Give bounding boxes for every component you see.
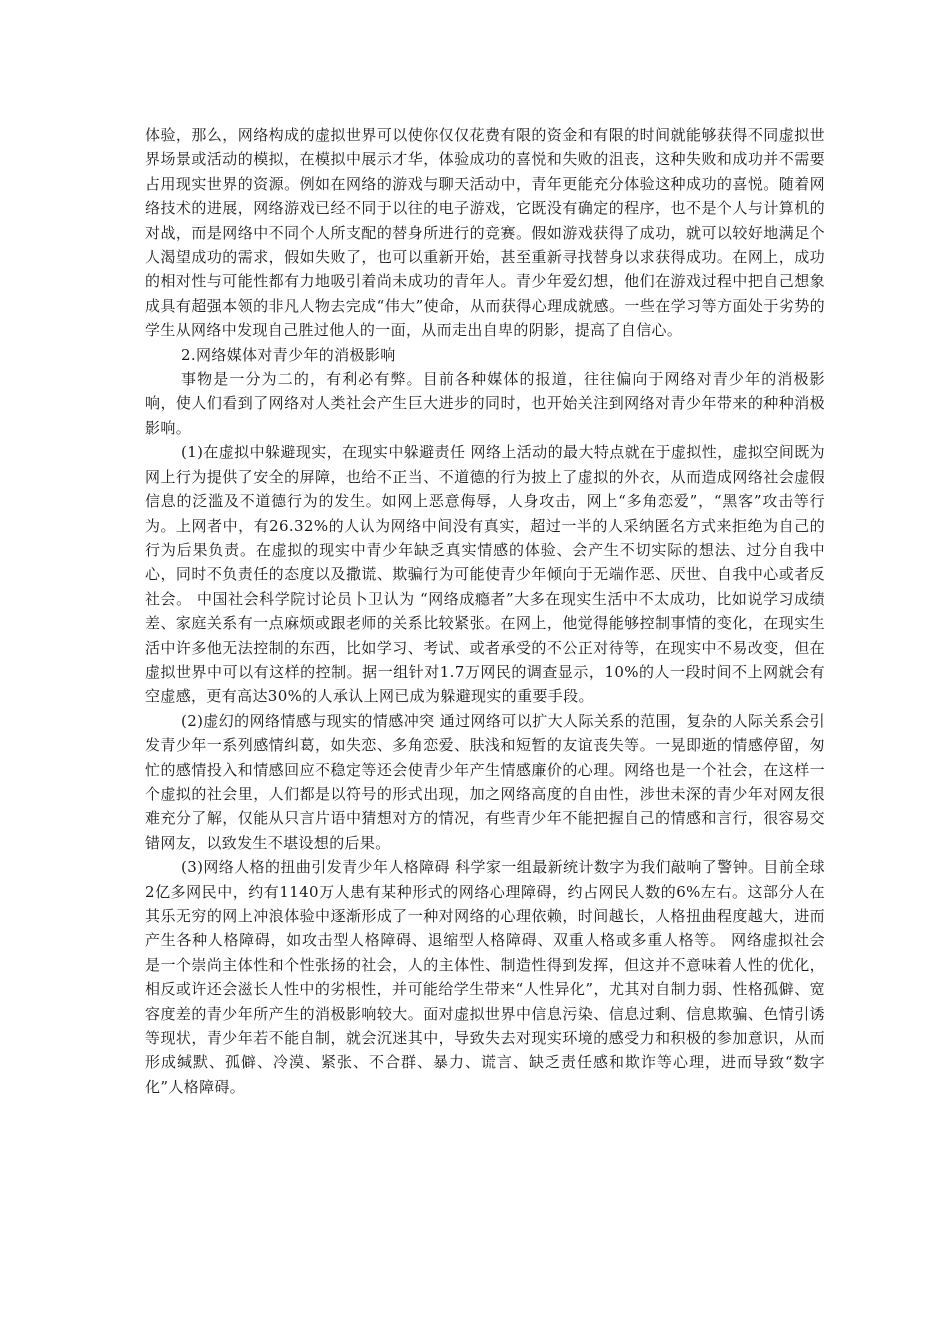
paragraph-3: (1)在虚拟中躲避现实，在现实中躲避责任 网络上活动的最大特点就在于虚拟性，虚拟空间既为网上行为提供了安全的屏障，也给不正当、不道德的行为披上了虚拟的外衣，从而造成网络社会虚假信息的泛滥及不道德行为的发生。如网上恶意侮辱，人身攻击，网上“多角恋爱”，“黑客”攻击等行为。上网者中，有26.32%的人认为网络中间没有真实，超过一半的人采纳匿名方式来拒绝为自己的行为后果负责。在虚拟的现实中青少年缺乏真实情感的体验、会产生不切实际的想法、过分自我中心，同时不负责任的态度以及撒谎、欺骗行为可能使青少年倾向于无端作恶、厌世、自我中心或者反社会。 中国社会科学院讨论员卜卫认为 “网络成瘾者”大多在现实生活中不太成功，比如说学习成绩差、家庭关系有一点麻烦或跟老师的关系比较紧张。在网上，他觉得能够控制事情的变化，在现实生活中许多他无法控制的东西，比如学习、考试、或者承受的不公正对待等，在现实中不易改变，但在虚拟世界中可以有这样的控制。据一组针对1.7万网民的调查显示，10%的人一段时间不上网就会有空虚感，更有高达30%的人承认上网已成为躲避现实的重要手段。 bbox=[145, 443, 825, 706]
paragraph-2: 事物是一分为二的，有利必有弊。目前各种媒体的报道，往往偏向于网络对青少年的消极影响，使人们看到了网络对人类社会产生巨大进步的同时，也开始关注到网络对青少年带来的种种消极影响。 bbox=[145, 370, 825, 437]
paragraph-5: (3)网络人格的扭曲引发青少年人格障碍 科学家一组最新统计数字为我们敲响了警钟。目前全球2亿多网民中，约有1140万人患有某种形式的网络心理障碍，约占网民人数的6%左右。这部分人在其乐无穷的网上冲浪体验中逐渐形成了一种对网络的心理依赖，时间越长，人格扭曲程度越大，进而产生各种人格障碍，如攻击型人格障碍、退缩型人格障碍、双重人格或多重人格等。 网络虚拟社会是一个崇尚主体性和个性张扬的社会，人的主体性、制造性得到发挥，但这并不意味着人性的优化，相反或许还会滋长人性中的劣根性，并可能给学生带来“人性异化”，尤其对自制力弱、性格孤僻、宽容度差的青少年所产生的消极影响较大。面对虚拟世界中信息污染、信息过剩、信息欺骗、色情引诱等现状，青少年若不能自制，就会沉迷其中，导致失去对现实环境的感受力和积极的参加意识，从而形成缄默、孤僻、冷漠、紧张、不合群、暴力、谎言、缺乏责任感和欺诈等心理，进而导致“数字化”人格障碍。 bbox=[145, 858, 825, 1096]
paragraph-1: 体验，那么，网络构成的虚拟世界可以使你仅仅花费有限的资金和有限的时间就能够获得不同虚拟世界场景或活动的模拟，在模拟中展示才华，体验成功的喜悦和失败的沮丧，这种失败和成功并不需要占用现实世界的资源。例如在网络的游戏与聊天活动中，青年更能充分体验这种成功的喜悦。随着网络技术的进展，网络游戏已经不同于以往的电子游戏，它既没有确定的程序，也不是个人与计算机的对战，而是网络中不同个人所支配的替身所进行的竞赛。假如游戏获得了成功，就可以较好地满足个人渴望成功的需求，假如失败了，也可以重新开始，甚至重新寻找替身以求获得成功。在网上，成功的相对性与可能性都有力地吸引着尚未成功的青年人。青少年爱幻想，他们在游戏过程中把自己想象成具有超强本领的非凡人物去完成“伟大”使命，从而获得心理成就感。一些在学习等方面处于劣势的学生从网络中发现自己胜过他人的一面，从而走出自卑的阴影，提高了自信心。 bbox=[145, 126, 825, 340]
paragraph-4: (2)虚幻的网络情感与现实的情感冲突 通过网络可以扩大人际关系的范围，复杂的人际关系会引发青少年一系列感情纠葛，如失恋、多角恋爱、肤浅和短暂的友谊丧失等。一晃即逝的情感停留，匆忙的感情投入和情感回应不稳定等还会使青少年产生情感廉价的心理。网络也是一个社会，在这样一个虚拟的社会里，人们都是以符号的形式出现，加之网络高度的自由性，涉世未深的青少年对网友很难充分了解，仅能从只言片语中猜想对方的情况，有些青少年不能把握自己的情感和言行，很容易交错网友，以致发生不堪设想的后果。 bbox=[145, 711, 825, 852]
section-heading: 2.网络媒体对青少年的消极影响 bbox=[181, 345, 396, 364]
document-page bbox=[145, 123, 825, 1099]
